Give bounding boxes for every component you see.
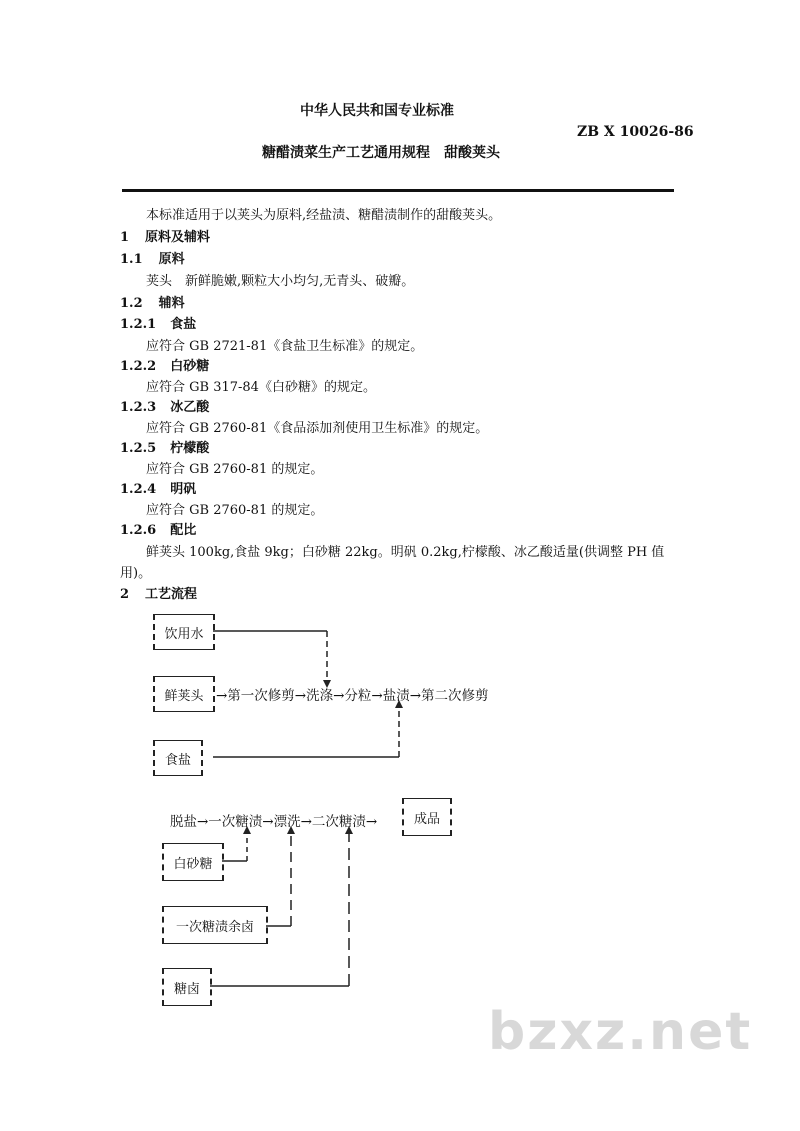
section-number: 1.2.6 (120, 523, 157, 538)
section-number: 1.2 (120, 296, 143, 311)
standard-org-title: 中华人民共和国专业标准 (300, 103, 454, 119)
section-1-2-4-text: 应符合 GB 2760-81 的规定。 (146, 503, 324, 518)
flow-box-label: 饮用水 (164, 626, 204, 642)
flow-box-fresh-bulbs (153, 676, 215, 712)
section-number: 1 (120, 230, 130, 245)
section-title: 工艺流程 (145, 587, 198, 602)
flow-box-label: 食盐 (164, 752, 191, 768)
flow-main-line-2: 脱盐→一次糖渍→漂洗→二次糖渍→ (170, 814, 378, 830)
document-title: 糖醋渍菜生产工艺通用规程 甜酸荚头 (262, 145, 500, 161)
section-number: 1.2.1 (120, 317, 157, 332)
section-title: 白砂糖 (170, 359, 210, 374)
section-title: 辅料 (158, 296, 185, 311)
section-title: 冰乙酸 (170, 400, 210, 415)
section-number: 1.1 (120, 252, 143, 267)
flow-box-label: 一次糖渍余卤 (175, 919, 254, 935)
section-title: 原料及辅料 (145, 230, 211, 245)
section-1-1-text: 荚头 新鲜脆嫩,颗粒大小均匀,无青头、破瓣。 (146, 274, 415, 289)
section-number: 1.2.2 (120, 359, 157, 374)
flow-box-label: 鲜荚头 (164, 688, 204, 704)
flow-box-syrup-brine (162, 968, 212, 1006)
section-title: 柠檬酸 (170, 441, 210, 456)
standard-code: ZB X 10026-86 (577, 124, 694, 140)
flow-box-first-brine (162, 906, 268, 944)
flow-box-label: 白砂糖 (173, 856, 213, 872)
section-number: 1.2.5 (120, 441, 157, 456)
section-number: 1.2.3 (120, 400, 157, 415)
section-number: 1.2.4 (120, 482, 157, 497)
flow-box-label: 糖卤 (173, 981, 200, 997)
intro-paragraph: 本标准适用于以荚头为原料,经盐渍、糖醋渍制作的甜酸荚头。 (146, 208, 502, 223)
flow-main-line-1: →第一次修剪→洗涤→分粒→盐渍→第二次修剪 (216, 688, 489, 704)
section-number: 2 (120, 587, 130, 602)
flow-box-salt (153, 740, 203, 776)
section-1-2-3-text: 应符合 GB 2760-81《食品添加剂使用卫生标准》的规定。 (146, 421, 489, 436)
flow-box-water (153, 614, 215, 650)
flow-box-label: 成品 (413, 811, 440, 827)
section-1-2-6-text-line2: 用)。 (120, 566, 152, 581)
section-1-2-2-text: 应符合 GB 317-84《白砂糖》的规定。 (146, 380, 376, 395)
watermark: bzxz.net (488, 1002, 753, 1062)
section-1-2-5-text: 应符合 GB 2760-81 的规定。 (146, 462, 324, 477)
section-title: 原料 (158, 252, 185, 267)
section-1-2-6-text-line1: 鲜荚头 100kg,食盐 9kg；白砂糖 22kg。明矾 0.2kg,柠檬酸、冰乙酸适量(供调整 PH 值 (146, 545, 665, 560)
flow-box-white-sugar (162, 843, 224, 881)
section-title: 配比 (170, 523, 197, 538)
flow-box-product (402, 798, 452, 836)
section-title: 明矾 (170, 482, 197, 497)
section-1-2-1-text: 应符合 GB 2721-81《食盐卫生标准》的规定。 (146, 339, 424, 354)
section-title: 食盐 (170, 317, 197, 332)
